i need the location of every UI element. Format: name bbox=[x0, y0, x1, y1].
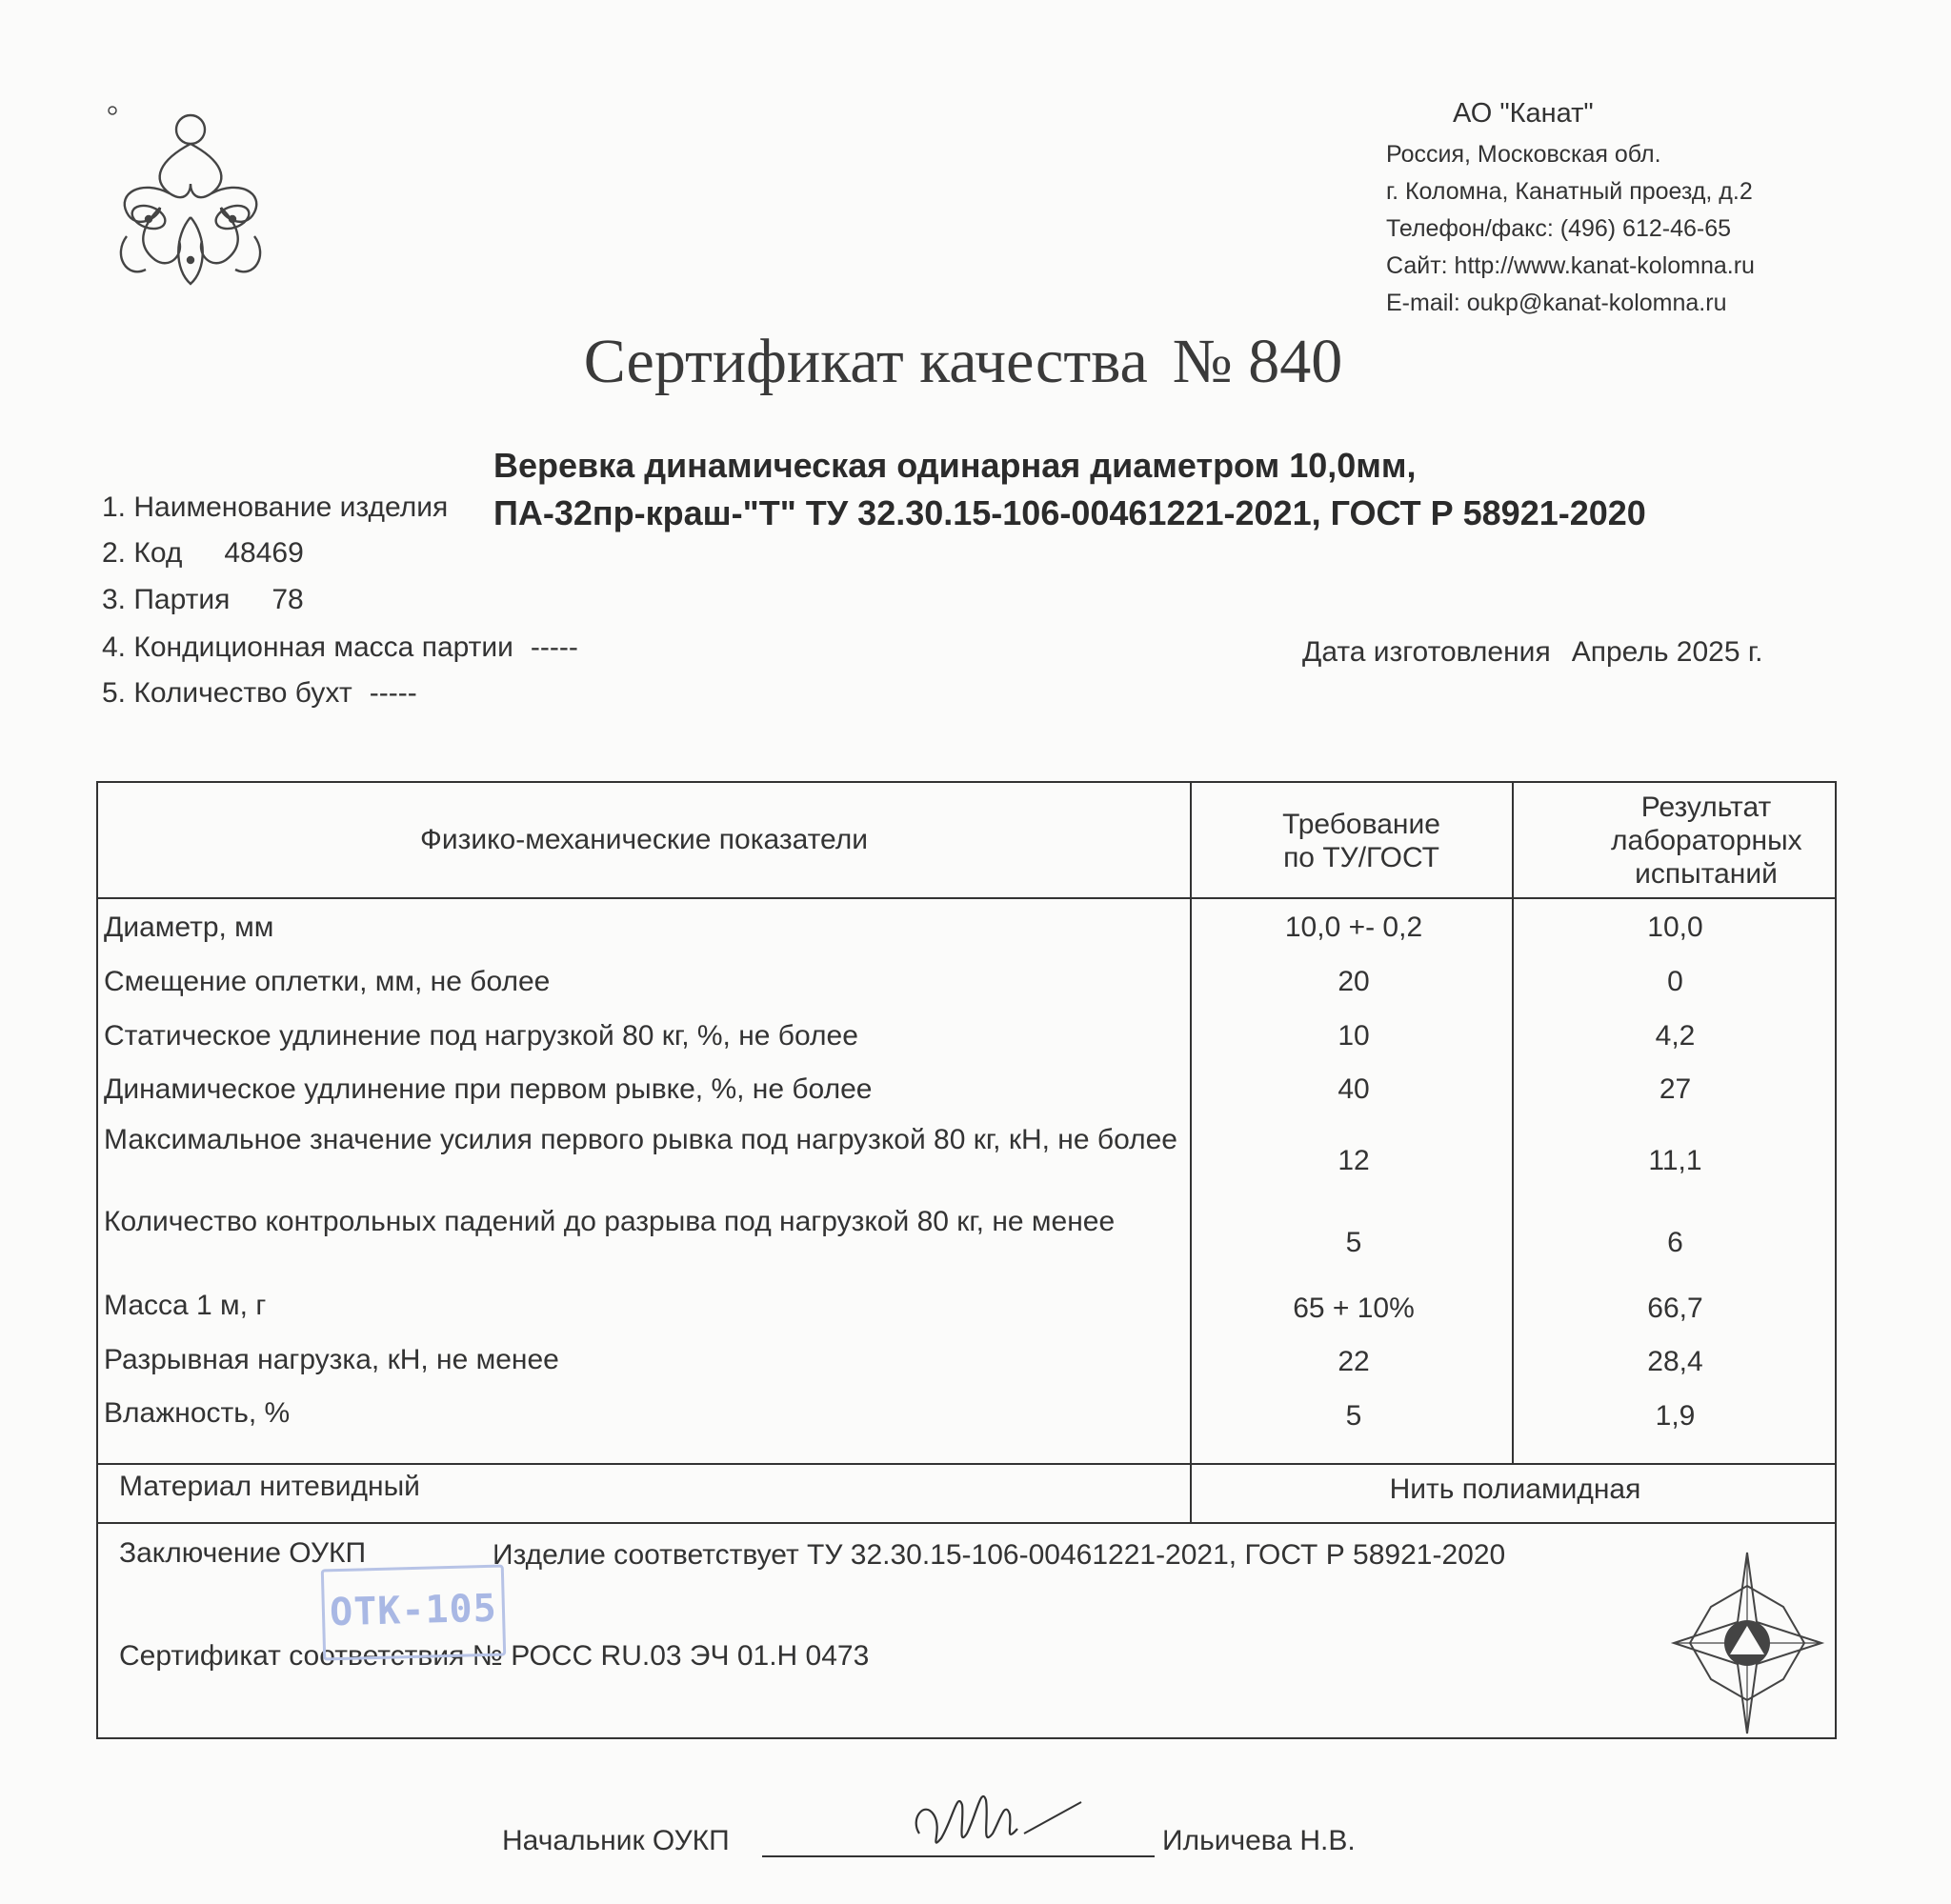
requirement-cell: 5 bbox=[1345, 1400, 1362, 1432]
header-divider bbox=[98, 897, 1835, 899]
param-cell: Разрывная нагрузка, кН, не менее bbox=[104, 1344, 559, 1375]
mass-field bbox=[102, 631, 578, 664]
requirement-cell: 12 bbox=[1338, 1145, 1370, 1176]
param-cell: Количество контрольных падений до разрыва под нагрузкой 80 кг, не менее bbox=[104, 1206, 1116, 1237]
header-result: Результат лабораторных испытаний bbox=[1611, 792, 1802, 890]
header-requirement: Требование по ТУ/ГОСТ bbox=[1282, 809, 1440, 873]
conclusion bbox=[119, 1537, 1506, 1571]
result-cell: 1,9 bbox=[1655, 1400, 1696, 1432]
param-cell: Статическое удлинение под нагрузкой 80 кг, %, не более bbox=[104, 1020, 858, 1052]
mass-value: ----- bbox=[530, 631, 578, 663]
requirement-cell: 5 bbox=[1345, 1227, 1362, 1258]
column-divider bbox=[1190, 783, 1192, 1524]
result-cell: 11,1 bbox=[1648, 1145, 1702, 1176]
conformity-certificate: Сертификат соответствия № РОСС RU.03 ЭЧ 01.Н 0473 bbox=[119, 1640, 870, 1672]
company-website: Сайт: http://www.kanat-kolomna.ru bbox=[1386, 252, 1755, 279]
header-param: Физико-механические показатели bbox=[420, 824, 868, 855]
coils-field bbox=[102, 677, 417, 710]
param-cell: Динамическое удлинение при первом рывке, %, не более bbox=[104, 1073, 873, 1105]
material-value: Нить полиамидная bbox=[1389, 1473, 1641, 1505]
requirement-cell: 20 bbox=[1338, 966, 1370, 997]
result-cell: 66,7 bbox=[1647, 1293, 1703, 1324]
star-emblem-icon bbox=[1669, 1548, 1826, 1738]
result-cell: 4,2 bbox=[1655, 1020, 1696, 1052]
mass-label: 4. Кондиционная масса партии bbox=[102, 631, 513, 663]
certificate-number: № 840 bbox=[1172, 327, 1343, 396]
requirement-cell: 10 bbox=[1338, 1020, 1370, 1052]
requirement-cell: 22 bbox=[1338, 1346, 1370, 1377]
row-divider bbox=[98, 1463, 1835, 1465]
result-cell: 0 bbox=[1667, 966, 1683, 997]
param-cell: Влажность, % bbox=[104, 1397, 291, 1429]
conclusion-text: Изделие соответствует ТУ 32.30.15-106-00461221-2021, ГОСТ Р 58921-2020 bbox=[493, 1539, 1506, 1571]
code-label: 2. Код bbox=[102, 537, 183, 569]
result-cell: 6 bbox=[1667, 1227, 1683, 1258]
company-address-line: г. Коломна, Канатный проезд, д.2 bbox=[1386, 178, 1753, 205]
param-cell: Максимальное значение усилия первого рывка под нагрузкой 80 кг, кН, не более bbox=[104, 1124, 1177, 1155]
param-cell: Смещение оплетки, мм, не более bbox=[104, 966, 551, 997]
coils-label: 5. Количество бухт bbox=[102, 677, 352, 709]
otk-stamp: ОТК-105 bbox=[321, 1565, 506, 1661]
company-name: АО "Канат" bbox=[1453, 98, 1594, 129]
product-label: 1. Наименование изделия bbox=[102, 491, 449, 523]
date-label: Дата изготовления bbox=[1302, 636, 1551, 668]
company-contacts bbox=[1386, 95, 1755, 322]
date-value: Апрель 2025 г. bbox=[1571, 636, 1763, 668]
company-phone: Телефон/факс: (496) 612-46-65 bbox=[1386, 215, 1732, 242]
batch-value: 78 bbox=[272, 584, 304, 615]
product-name-line1: Веревка динамическая одинарная диаметром 10,0мм, bbox=[493, 446, 1417, 485]
material-label: Материал нитевидный bbox=[119, 1471, 420, 1502]
signoff-label: Начальник ОУКП bbox=[502, 1825, 730, 1856]
signature-icon bbox=[905, 1762, 1086, 1867]
batch-label: 3. Партия bbox=[102, 584, 231, 615]
coils-value: ----- bbox=[369, 677, 417, 709]
result-cell: 28,4 bbox=[1647, 1346, 1703, 1377]
company-email: E-mail: oukp@kanat-kolomna.ru bbox=[1386, 290, 1727, 316]
row-divider bbox=[98, 1522, 1835, 1524]
title-text: Сертификат качества bbox=[583, 327, 1148, 396]
requirement-cell: 40 bbox=[1338, 1073, 1370, 1105]
company-address-line: Россия, Московская обл. bbox=[1386, 141, 1661, 168]
code-value: 48469 bbox=[224, 537, 304, 569]
batch-field bbox=[102, 584, 304, 616]
manufacture-date bbox=[1302, 636, 1762, 669]
company-logo-icon bbox=[103, 103, 279, 293]
result-cell: 27 bbox=[1659, 1073, 1692, 1105]
document-title bbox=[0, 326, 1951, 398]
param-cell: Масса 1 м, г bbox=[104, 1290, 267, 1321]
result-cell: 10,0 bbox=[1647, 912, 1703, 943]
requirement-cell: 10,0 +- 0,2 bbox=[1284, 912, 1423, 943]
conclusion-label: Заключение ОУКП bbox=[119, 1537, 367, 1569]
signoff-name: Ильичева Н.В. bbox=[1162, 1825, 1356, 1856]
code-field bbox=[102, 537, 304, 570]
requirement-cell: 65 + 10% bbox=[1293, 1293, 1415, 1324]
product-name-line2: ПА-32пр-краш-"Т" ТУ 32.30.15-106-00461221-2021, ГОСТ Р 58921-2020 bbox=[493, 493, 1646, 532]
param-cell: Диаметр, мм bbox=[104, 912, 274, 943]
